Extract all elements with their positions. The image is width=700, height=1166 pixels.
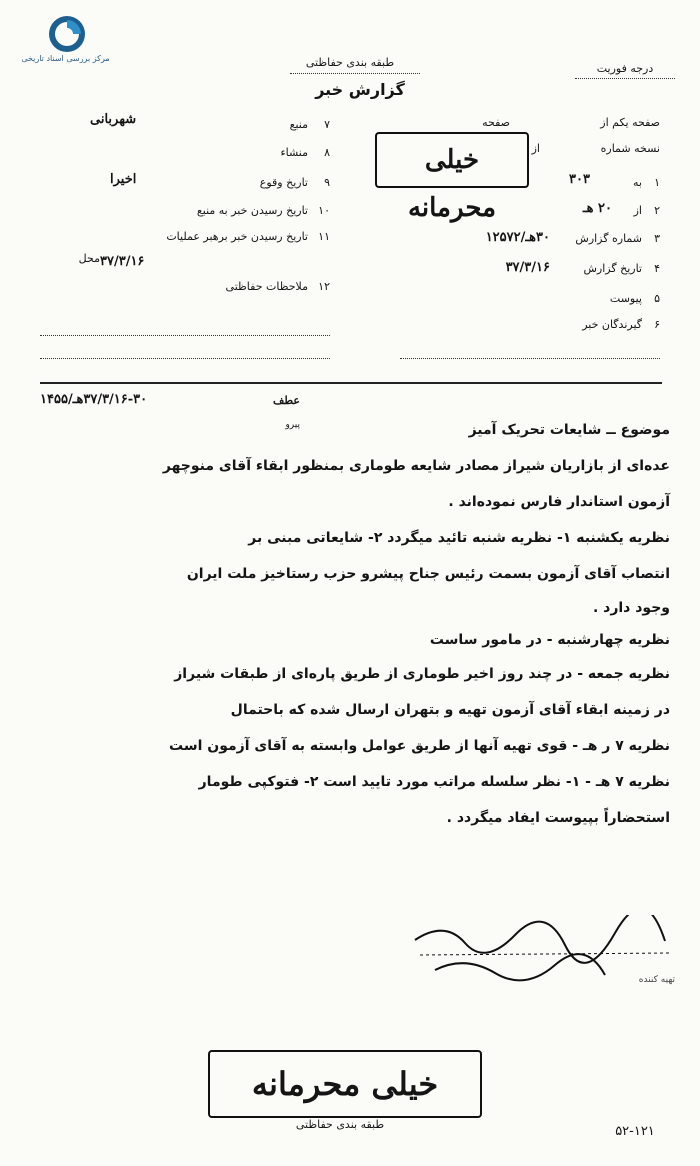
signature bbox=[405, 915, 685, 995]
header-underline bbox=[290, 73, 420, 74]
field-number: ۸ bbox=[324, 146, 330, 159]
field-value: ۳۰هـ/۱۲۵۷۲ bbox=[485, 230, 550, 245]
field-label: تاریخ گزارش bbox=[583, 262, 642, 275]
left-field-row bbox=[40, 138, 330, 168]
body-line: در زمینه ابقاء آقای آزمون تهیه و بتهران ارسال شده که باحتمال bbox=[230, 702, 670, 718]
right-field-row bbox=[380, 198, 660, 226]
field-value: شهربانی bbox=[90, 112, 137, 127]
field-number: ۷ bbox=[324, 118, 330, 131]
left-field-row bbox=[40, 112, 330, 138]
right-field-row bbox=[380, 112, 660, 136]
field-number: ۱۲ bbox=[318, 280, 330, 293]
field-label: منشاء bbox=[280, 146, 308, 159]
field-value: اخیرا bbox=[110, 172, 137, 187]
reference-prefix: عطف bbox=[273, 394, 300, 407]
body-line: آزمون استاندار فارس نموده‌اند . bbox=[448, 494, 670, 510]
field-number: ۵ bbox=[654, 292, 660, 305]
field-label: تاریخ رسیدن خبر به منبع bbox=[196, 204, 308, 217]
reference-number: ۳۷/۳/۱۶-۳۰هـ/۱۴۵۵ bbox=[40, 392, 148, 407]
left-field-row bbox=[40, 274, 330, 302]
left-field-row bbox=[40, 226, 330, 248]
field-number: ۱۱ bbox=[318, 230, 330, 243]
field-value: ۳۰۳ bbox=[569, 172, 590, 187]
field-label: محل bbox=[78, 252, 100, 265]
footer-classification: طبقه بندی حفاظتی bbox=[295, 1118, 385, 1131]
field-number: ۴ bbox=[654, 262, 660, 275]
header-classification: طبقه بندی حفاظتی bbox=[305, 56, 395, 69]
header-divider bbox=[40, 382, 662, 384]
left-field-row bbox=[40, 248, 330, 274]
priority-underline bbox=[575, 78, 675, 79]
header-report-type: گزارش خبر bbox=[315, 80, 405, 99]
body-line: نظریه یکشنبه ۱- نظریه شنبه تائید میگردد ۲- شایعاتی مبنی بر bbox=[248, 530, 670, 546]
footer-code: ۵۲-۱۲۱ bbox=[615, 1124, 655, 1139]
archive-logo-caption: مرکز بررسی اسناد تاریخی bbox=[21, 54, 110, 63]
right-blank-line bbox=[400, 358, 660, 359]
body-text bbox=[40, 412, 670, 836]
body-line: نظریه چهارشنبه - در مامور ساست bbox=[429, 632, 670, 648]
bottom-classification-stamp: خیلی محرمانه bbox=[208, 1050, 482, 1118]
body-line: نظریه ۷ ر هـ - قوی تهیه آنها از طریق عوامل وابسته به آقای آزمون است bbox=[169, 738, 670, 754]
field-value: ۲۰ هـ bbox=[582, 201, 612, 216]
field-label: به bbox=[633, 176, 642, 189]
body-line: عده‌ای از بازاریان شیراز مصادر شایعه طوماری بمنظور ابقاء آقای منوچهر bbox=[162, 458, 670, 474]
right-field-row bbox=[380, 286, 660, 312]
field-number: ۹ bbox=[324, 176, 330, 189]
right-field-row bbox=[380, 166, 660, 198]
field-label: منبع bbox=[289, 118, 308, 131]
body-line: وجود دارد . bbox=[592, 600, 670, 616]
field-value: ۳۷/۳/۱۶ bbox=[505, 260, 550, 275]
body-line: استحضاراً بپیوست ایفاد میگردد . bbox=[446, 810, 670, 826]
left-blank-line bbox=[40, 335, 330, 336]
field-value: ۳۷/۳/۱۶ bbox=[100, 254, 145, 269]
field-number: ۳ bbox=[654, 232, 660, 245]
field-label: ملاحظات حفاظتی bbox=[225, 280, 308, 293]
reference-sub: پیرو bbox=[285, 420, 300, 430]
field-label: گیرندگان خبر bbox=[582, 318, 642, 331]
field-value: از bbox=[531, 142, 540, 155]
right-field-row bbox=[380, 256, 660, 286]
archive-logo bbox=[18, 14, 113, 64]
body-line: انتصاب آقای آزمون بسمت رئیس جناح پیشرو حزب رستاخیز ملت ایران bbox=[186, 566, 670, 582]
body-line: نظریه جمعه - در چند روز اخیر طوماری از طریق پاره‌ای از طبقات شیراز bbox=[174, 666, 670, 682]
left-field-row bbox=[40, 198, 330, 226]
right-field-row bbox=[380, 226, 660, 256]
field-label: صفحه یکم از bbox=[600, 116, 660, 129]
field-label: تاریخ رسیدن خبر برهبر عملیات bbox=[166, 230, 308, 243]
field-number: ۱ bbox=[654, 176, 660, 189]
left-field-row bbox=[40, 168, 330, 198]
field-label: تاریخ وقوع bbox=[259, 176, 308, 189]
signature-text: تهیه کننده bbox=[638, 975, 675, 985]
body-line: نظریه ۷ هـ - ۱- نظر سلسله مراتب مورد تایید است ۲- فتوکپی طومار bbox=[198, 774, 670, 790]
field-number: ۶ bbox=[654, 318, 660, 331]
header-priority: درجه فوریت bbox=[596, 62, 654, 75]
field-label: شماره گزارش bbox=[575, 232, 642, 245]
archive-logo-icon bbox=[44, 14, 90, 54]
left-fields bbox=[40, 112, 330, 302]
field-number: ۲ bbox=[654, 204, 660, 217]
field-label: نسخه شماره bbox=[600, 142, 660, 155]
right-field-row bbox=[380, 136, 660, 166]
right-fields bbox=[380, 112, 660, 338]
field-number: ۱۰ bbox=[318, 204, 330, 217]
field-label: پیوست bbox=[609, 292, 642, 305]
right-field-row bbox=[380, 312, 660, 338]
left-blank-line bbox=[40, 358, 330, 359]
top-classification-stamp: خیلی محرمانه bbox=[375, 132, 529, 188]
field-value: صفحه bbox=[482, 116, 510, 129]
field-label: از bbox=[633, 204, 642, 217]
body-line: موضوع ــ شایعات تحریک آمیز bbox=[468, 422, 670, 438]
